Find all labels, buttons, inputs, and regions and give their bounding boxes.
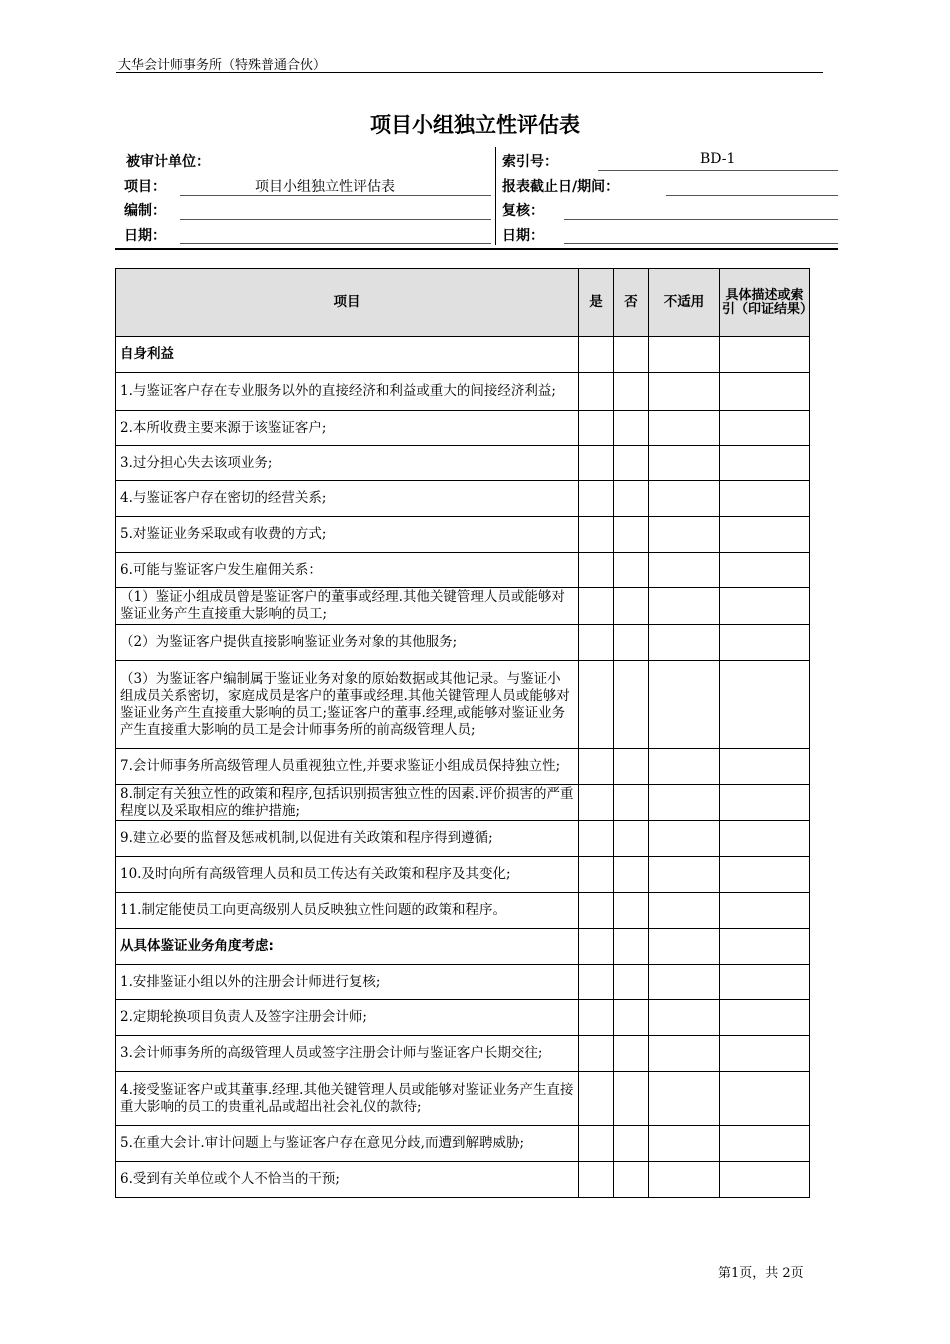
na-cell[interactable] (649, 1126, 720, 1162)
yes-cell[interactable] (579, 893, 614, 929)
table-row (116, 821, 810, 857)
col-header-description: 具体描述或索引（印证结果） (720, 269, 810, 337)
no-cell[interactable] (614, 553, 649, 588)
na-cell[interactable] (649, 1162, 720, 1198)
yes-cell[interactable] (579, 411, 614, 446)
na-cell[interactable] (649, 553, 720, 588)
yes-cell[interactable] (579, 1072, 614, 1126)
index-value[interactable]: BD-1 (700, 151, 736, 167)
no-cell[interactable] (614, 893, 649, 929)
date-label-right: 日期： (502, 228, 544, 244)
na-cell[interactable] (649, 481, 720, 517)
table-row (116, 1072, 810, 1126)
review-underline (564, 219, 838, 220)
table-row (116, 749, 810, 785)
yes-cell[interactable] (579, 373, 614, 411)
section-heading: 从具体鉴证业务角度考虑: (116, 929, 579, 965)
item-text: 5.在重大会计.审计问题上与鉴证客户存在意见分歧,而遭到解聘威胁; (116, 1126, 579, 1162)
item-text: 4.接受鉴证客户或其董事.经理.其他关键管理人员或能够对鉴证业务产生直接重大影响的员工的贵重礼品或超出社会礼仪的款待; (116, 1072, 579, 1126)
section-row (116, 337, 810, 373)
description-cell[interactable] (720, 373, 810, 411)
item-text: 2.本所收费主要来源于该鉴证客户; (116, 411, 579, 446)
table-row (116, 893, 810, 929)
description-cell[interactable] (720, 481, 810, 517)
description-cell[interactable] (720, 965, 810, 1000)
na-cell[interactable] (649, 929, 720, 965)
table-row (116, 373, 810, 411)
na-cell[interactable] (649, 661, 720, 749)
item-text: 9.建立必要的监督及惩戒机制,以促进有关政策和程序得到遵循; (116, 821, 579, 857)
audited-unit-label: 被审计单位： (126, 154, 210, 170)
independence-checklist-table (115, 268, 814, 1198)
no-cell[interactable] (614, 785, 649, 821)
item-text: （2）为鉴证客户提供直接影响鉴证业务对象的其他服务; (116, 625, 579, 661)
index-label: 索引号： (502, 154, 558, 170)
description-cell[interactable] (720, 588, 810, 625)
description-cell[interactable] (720, 821, 810, 857)
no-cell[interactable] (614, 1036, 649, 1072)
table-row (116, 1126, 810, 1162)
prepared-label: 编制： (124, 203, 166, 219)
na-cell[interactable] (649, 625, 720, 661)
yes-cell[interactable] (579, 821, 614, 857)
col-header-na: 不适用 (649, 269, 720, 337)
no-cell[interactable] (614, 446, 649, 481)
item-text: 3.过分担心失去该项业务; (116, 446, 579, 481)
no-cell[interactable] (614, 965, 649, 1000)
item-text: 6.可能与鉴证客户发生雇佣关系： (116, 553, 579, 588)
no-cell[interactable] (614, 1072, 649, 1126)
item-text: 2.定期轮换项目负责人及签字注册会计师; (116, 1000, 579, 1036)
na-cell[interactable] (649, 411, 720, 446)
item-text: 5.对鉴证业务采取或有收费的方式; (116, 517, 579, 553)
description-cell[interactable] (720, 1000, 810, 1036)
item-text: （3）为鉴证客户编制属于鉴证业务对象的原始数据或其他记录。与鉴证小组成员关系密切，家庭成员是客户的董事或经理.其他关键管理人员或能够对鉴证业务产生直接重大影响的员工;鉴证客户的董事.经理,或能够对鉴证业务产生直接重大影响的员工是会计师事务所的前高级管理人员; (116, 661, 579, 749)
no-cell[interactable] (614, 661, 649, 749)
review-label: 复核： (502, 203, 544, 219)
item-text: 1.安排鉴证小组以外的注册会计师进行复核; (116, 965, 579, 1000)
description-cell[interactable] (720, 661, 810, 749)
na-cell[interactable] (649, 588, 720, 625)
na-cell[interactable] (649, 1072, 720, 1126)
table-row (116, 553, 810, 588)
yes-cell[interactable] (579, 1000, 614, 1036)
date-label-left: 日期： (124, 228, 166, 244)
yes-cell[interactable] (579, 661, 614, 749)
date-underline-left (180, 243, 491, 244)
na-cell[interactable] (649, 446, 720, 481)
col-header-yes: 是 (579, 269, 614, 337)
project-value[interactable]: 项目小组独立性评估表 (255, 179, 395, 195)
na-cell[interactable] (649, 517, 720, 553)
description-cell[interactable] (720, 749, 810, 785)
item-text: 4.与鉴证客户存在密切的经营关系; (116, 481, 579, 517)
na-cell[interactable] (649, 749, 720, 785)
no-cell[interactable] (614, 481, 649, 517)
no-cell[interactable] (614, 625, 649, 661)
yes-cell[interactable] (579, 446, 614, 481)
na-cell[interactable] (649, 857, 720, 893)
description-cell[interactable] (720, 893, 810, 929)
description-cell[interactable] (720, 785, 810, 821)
na-cell[interactable] (649, 821, 720, 857)
table-row (116, 785, 810, 821)
date-underline-right (564, 243, 838, 244)
no-cell[interactable] (614, 588, 649, 625)
page-title: 项目小组独立性评估表 (370, 113, 580, 137)
section-heading: 自身利益 (116, 337, 579, 373)
description-cell[interactable] (720, 517, 810, 553)
description-cell[interactable] (720, 446, 810, 481)
description-cell[interactable] (720, 1072, 810, 1126)
period-label: 报表截止日/期间： (502, 179, 620, 195)
no-cell[interactable] (614, 337, 649, 373)
item-text: 8.制定有关独立性的政策和程序,包括识别损害独立性的因素.评价损害的严重程度以及采取相应的维护措施; (116, 785, 579, 821)
no-cell[interactable] (614, 749, 649, 785)
description-cell[interactable] (720, 337, 810, 373)
project-label: 项目： (124, 179, 166, 195)
col-header-no: 否 (614, 269, 649, 337)
page-number: 第1页，共 2页 (718, 1266, 804, 1281)
yes-cell[interactable] (579, 337, 614, 373)
section-row (116, 929, 810, 965)
na-cell[interactable] (649, 1000, 720, 1036)
description-cell[interactable] (720, 1126, 810, 1162)
period-underline (666, 195, 838, 196)
firm-name: 大华会计师事务所（特殊普通合伙） (118, 58, 327, 73)
checklist-body (116, 337, 810, 1198)
yes-cell[interactable] (579, 517, 614, 553)
na-cell[interactable] (649, 337, 720, 373)
description-cell[interactable] (720, 1036, 810, 1072)
description-cell[interactable] (720, 857, 810, 893)
table-row (116, 1162, 810, 1198)
na-cell[interactable] (649, 965, 720, 1000)
item-text: 7.会计师事务所高级管理人员重视独立性,并要求鉴证小组成员保持独立性; (116, 749, 579, 785)
yes-cell[interactable] (579, 625, 614, 661)
yes-cell[interactable] (579, 588, 614, 625)
table-row (116, 661, 810, 749)
item-text: （1）鉴证小组成员曾是鉴证客户的董事或经理.其他关键管理人员或能够对鉴证业务产生直接重大影响的员工; (116, 588, 579, 625)
table-row (116, 411, 810, 446)
description-cell[interactable] (720, 1162, 810, 1198)
na-cell[interactable] (649, 373, 720, 411)
table-row (116, 446, 810, 481)
table-row (116, 517, 810, 553)
table-row (116, 965, 810, 1000)
yes-cell[interactable] (579, 965, 614, 1000)
col-header-item: 项目 (116, 269, 579, 337)
header-rule (116, 72, 823, 73)
yes-cell[interactable] (579, 481, 614, 517)
yes-cell[interactable] (579, 857, 614, 893)
table-row (116, 1036, 810, 1072)
description-cell[interactable] (720, 411, 810, 446)
yes-cell[interactable] (579, 749, 614, 785)
table-row (116, 481, 810, 517)
na-cell[interactable] (649, 785, 720, 821)
table-row (116, 625, 810, 661)
yes-cell[interactable] (579, 1126, 614, 1162)
no-cell[interactable] (614, 929, 649, 965)
table-row (116, 1000, 810, 1036)
prepared-underline (180, 219, 491, 220)
item-text: 6.受到有关单位或个人不恰当的干预; (116, 1162, 579, 1198)
item-text: 10.及时向所有高级管理人员和员工传达有关政策和程序及其变化; (116, 857, 579, 893)
item-text: 11.制定能使员工向更高级别人员反映独立性问题的政策和程序。 (116, 893, 579, 929)
description-cell[interactable] (720, 553, 810, 588)
table-row (116, 857, 810, 893)
index-underline (598, 170, 838, 171)
yes-cell[interactable] (579, 1162, 614, 1198)
no-cell[interactable] (614, 857, 649, 893)
no-cell[interactable] (614, 411, 649, 446)
yes-cell[interactable] (579, 929, 614, 965)
item-text: 1.与鉴证客户存在专业服务以外的直接经济和利益或重大的间接经济利益; (116, 373, 579, 411)
description-cell[interactable] (720, 625, 810, 661)
item-text: 3.会计师事务所的高级管理人员或签字注册会计师与鉴证客户长期交往; (116, 1036, 579, 1072)
yes-cell[interactable] (579, 553, 614, 588)
no-cell[interactable] (614, 517, 649, 553)
table-row (116, 588, 810, 625)
header-bottom-rule (115, 248, 838, 250)
no-cell[interactable] (614, 373, 649, 411)
description-cell[interactable] (720, 929, 810, 965)
yes-cell[interactable] (579, 1036, 614, 1072)
no-cell[interactable] (614, 1126, 649, 1162)
no-cell[interactable] (614, 821, 649, 857)
yes-cell[interactable] (579, 785, 614, 821)
header-divider (495, 147, 496, 245)
no-cell[interactable] (614, 1000, 649, 1036)
na-cell[interactable] (649, 1036, 720, 1072)
no-cell[interactable] (614, 1162, 649, 1198)
na-cell[interactable] (649, 893, 720, 929)
